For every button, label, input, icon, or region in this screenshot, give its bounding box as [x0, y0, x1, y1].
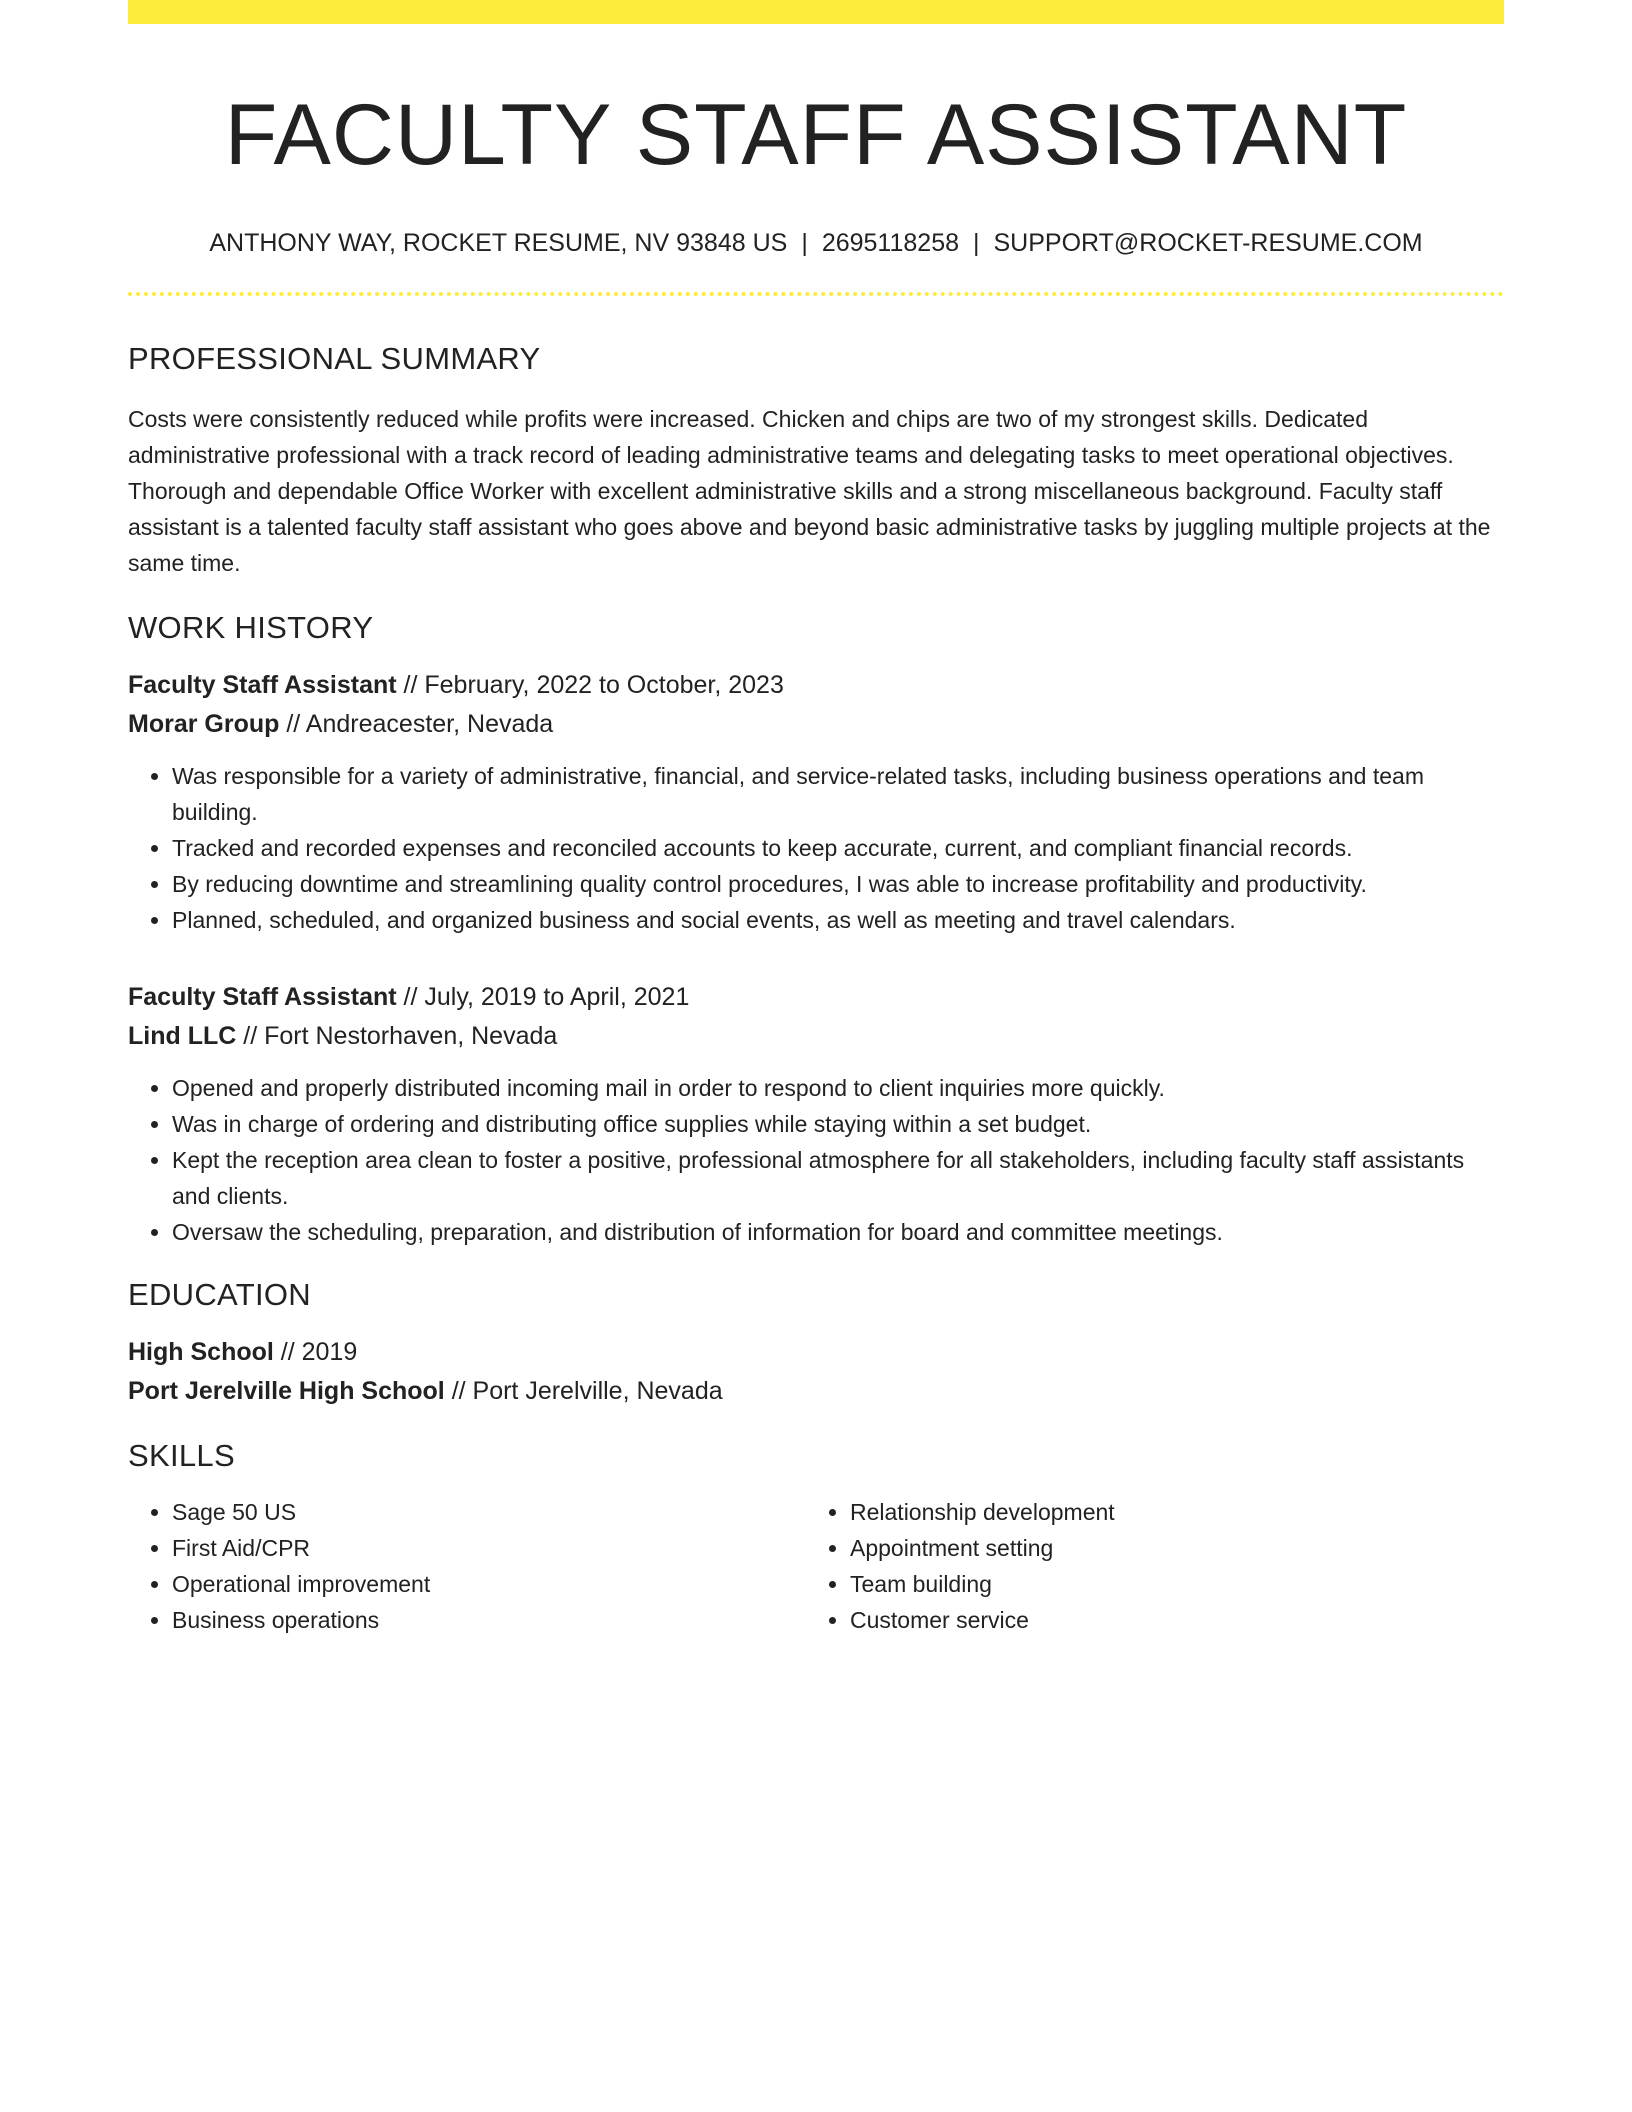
job-bullet: • Oversaw the scheduling, preparation, and distribution of information for board and committee meetings. [172, 1214, 1504, 1250]
work-history-heading: WORK HISTORY [128, 609, 374, 645]
skill-item: • Business operations [172, 1602, 806, 1638]
job-bullet: • By reducing downtime and streamlining quality control procedures, I was able to increase profitability and productivity. [172, 866, 1504, 902]
contact-line [128, 227, 1504, 260]
resume-page [128, 0, 1504, 1638]
summary-heading: PROFESSIONAL SUMMARY [128, 340, 541, 376]
job-role: Faculty Staff Assistant [128, 983, 397, 1012]
education-school: Port Jerelville High School [128, 1377, 445, 1406]
job-bullet: • Tracked and recorded expenses and reconciled accounts to keep accurate, current, and compliant financial records. [172, 830, 1504, 866]
job-company-line [128, 705, 1504, 744]
education-school-line [128, 1372, 1504, 1411]
education-year: // 2019 [273, 1338, 358, 1367]
job-bullet: • Planned, scheduled, and organized business and social events, as well as meeting and travel calendars. [172, 902, 1504, 938]
skills-column-right [806, 1494, 1484, 1638]
education-degree-line [128, 1333, 1504, 1372]
skill-item: • Appointment setting [850, 1530, 1484, 1566]
job-bullet: • Was in charge of ordering and distributing office supplies while staying within a set budget. [172, 1106, 1504, 1142]
contact-separator: | [801, 229, 808, 258]
skill-item: • Customer service [850, 1602, 1484, 1638]
job-dates: // February, 2022 to October, 2023 [396, 671, 784, 700]
contact-email: SUPPORT@ROCKET-RESUME.COM [993, 229, 1423, 258]
job-bullet: • Was responsible for a variety of administrative, financial, and service-related tasks, including business operations and team building. [172, 758, 1504, 830]
skill-item: • Relationship development [850, 1494, 1484, 1530]
summary-text: Costs were consistently reduced while profits were increased. Chicken and chips are two of my strongest skills. Dedicated administrative professional with a track record of leading administrative teams and delegating tasks to meet operational objectives. Thorough and dependable Office Worker with excellent administrative skills and a strong miscellaneous background. Faculty staff assistant is a talented faculty staff assistant who goes above and beyond basic administrative tasks by juggling multiple projects at the same time. [128, 405, 1491, 576]
education-degree: High School [128, 1338, 274, 1367]
job-bullet: • Opened and properly distributed incoming mail in order to respond to client inquiries more quickly. [172, 1070, 1504, 1106]
job-location: // Andreacester, Nevada [279, 710, 554, 739]
skill-item: • Sage 50 US [172, 1494, 806, 1530]
skill-item: • Operational improvement [172, 1566, 806, 1602]
job-company-line [128, 1017, 1504, 1056]
job-bullet: • Kept the reception area clean to foster a positive, professional atmosphere for all stakeholders, including faculty staff assistants and clients. [172, 1142, 1504, 1214]
education-location: // Port Jerelville, Nevada [444, 1377, 723, 1406]
skills-heading: SKILLS [128, 1438, 235, 1474]
skill-item: • First Aid/CPR [172, 1530, 806, 1566]
job-dates: // July, 2019 to April, 2021 [396, 983, 690, 1012]
contact-phone: 2695118258 [821, 229, 959, 258]
job-role-line [128, 978, 1504, 1017]
job-bullets [128, 758, 1504, 938]
education-entry [128, 1333, 1504, 1411]
top-accent-bar [128, 0, 1504, 24]
job-role: Faculty Staff Assistant [128, 671, 397, 700]
dotted-divider [128, 292, 1504, 296]
skill-item: • Team building [850, 1566, 1484, 1602]
job-bullets [128, 1070, 1504, 1250]
job-entry [128, 666, 1504, 938]
resume-name: FACULTY STAFF ASSISTANT [224, 87, 1408, 183]
skills-column-left [128, 1494, 806, 1638]
job-company: Morar Group [128, 710, 280, 739]
education-heading: EDUCATION [128, 1277, 311, 1313]
job-company: Lind LLC [128, 1022, 237, 1051]
job-role-line [128, 666, 1504, 705]
skills-list [128, 1494, 1504, 1638]
job-entry [128, 978, 1504, 1250]
contact-separator: | [973, 229, 980, 258]
job-location: // Fort Nestorhaven, Nevada [236, 1022, 558, 1051]
contact-address: ANTHONY WAY, ROCKET RESUME, NV 93848 US [209, 229, 788, 258]
